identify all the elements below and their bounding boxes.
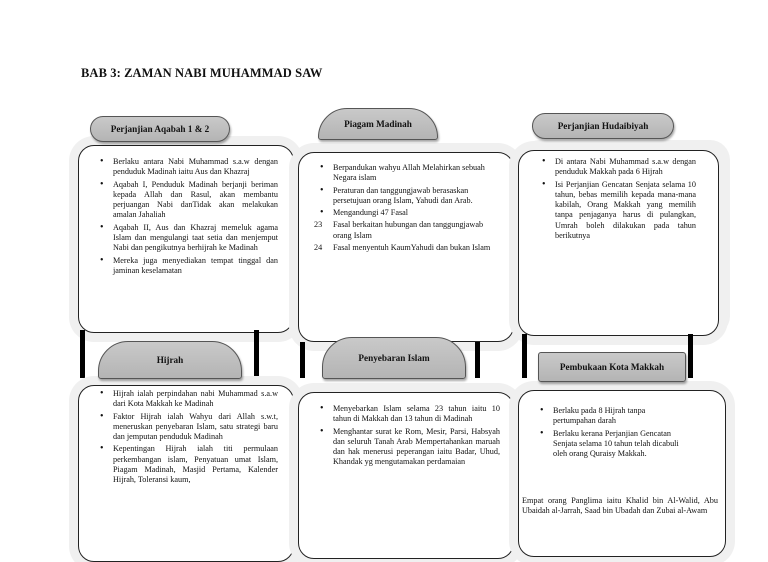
piagam-list	[314, 163, 500, 255]
pembukaan-list	[534, 406, 684, 461]
list-item: • Berlaku kerana Perjanjian Gencatan Senjata selama 10 tahun telah dicabuli oleh orang Quraisy Makkah.	[534, 429, 684, 460]
list-item: • Menghantar surat ke Rom, Mesir, Parsi, Habsyah dan seluruh Tanah Arab Mempertahankan maruah dan hak menerusi peperangan iaitu Badar, Uhud, Khandak yg mengutamakan perdamaian	[314, 427, 500, 468]
connector-bar	[522, 334, 527, 378]
connector-bar	[80, 330, 85, 378]
list-item: • Di antara Nabi Muhammad s.a.w dengan penduduk Makkah pada 6 Hijrah	[536, 157, 696, 178]
page-title: BAB 3: ZAMAN NABI MUHAMMAD SAW	[81, 66, 323, 80]
connector-bar	[475, 342, 480, 378]
hudaibiyah-title: Perjanjian Hudaibiyah	[532, 113, 674, 139]
hijrah-title: Hijrah	[98, 341, 242, 379]
list-item: • Aqabah I, Penduduk Madinah berjanji beriman kepada Allah dan Rasul, akan membantu perjuangan Nabi danTidak akan melakukan amalan Jahaliah	[94, 180, 278, 221]
list-item: • Berpandukan wahyu Allah Melahirkan sebuah Negara islam	[314, 163, 500, 184]
hijrah-list	[94, 389, 278, 488]
list-item: • Mengandungi 47 Fasal	[314, 208, 500, 218]
penyebaran-list	[314, 404, 500, 470]
list-item: 23 Fasal berkaitan hubungan dan tanggungjawab orang Islam	[314, 220, 500, 241]
aqabah-list	[94, 157, 278, 278]
list-item: • Peraturan dan tanggungjawab berasaskan persetujuan orang Islam, Yahudi dan Arab.	[314, 186, 500, 207]
penyebaran-title: Penyebaran Islam	[322, 337, 466, 379]
piagam-title: Piagam Madinah	[318, 108, 438, 140]
connector-bar	[300, 342, 305, 378]
list-item: • Hijrah ialah perpindahan nabi Muhammad s.a.w dari Kota Makkah ke Madinah	[94, 389, 278, 410]
list-item: • Berlaku pada 8 Hijrah tanpa pertumpahan darah	[534, 406, 684, 427]
list-item: 24 Fasal menyentuh KaumYahudi dan bukan Islam	[314, 243, 500, 253]
list-item: • Mereka juga menyediakan tempat tinggal dan jaminan keselamatan	[94, 256, 278, 277]
list-item: • Menyebarkan Islam selama 23 tahun iaitu 10 tahun di Makkah dan 13 tahun di Madinah	[314, 404, 500, 425]
list-item: • Faktor Hijrah ialah Wahyu dari Allah s.w.t, meneruskan penyebaran Islam, satu strategi baru dan jemputan penduduk Madinah	[94, 412, 278, 443]
list-item: • Aqabah II, Aus dan Khazraj memeluk agama Islam dan mengulangi taat setia dan menjemput Nabi dan pengikutnya berhijrah ke Madinah	[94, 223, 278, 254]
list-item: • Berlaku antara Nabi Muhammad s.a.w dengan penduduk Madinah iaitu Aus dan Khazraj	[94, 157, 278, 178]
aqabah-title: Perjanjian Aqabah 1 & 2	[90, 116, 230, 142]
connector-bar	[254, 330, 259, 378]
connector-bar	[688, 334, 693, 378]
hudaibiyah-list	[536, 157, 696, 243]
list-item: • Isi Perjanjian Gencatan Senjata selama 10 tahun, bebas memilih kepada mana-mana kabilah, Orang Makkah yang memilih tanpa penjaganya harus di pulangkan, Umrah boleh dilakukan pada tahun berikutnya	[536, 180, 696, 242]
list-item: • Kepentingan Hijrah ialah titi permulaan perkembangan islam, Penyatuan umat Islam, Piagam Madinah, Masjid Pertama, Kalender Hijrah, Toleransi kaum,	[94, 444, 278, 485]
pembukaan-title: Pembukaan Kota Makkah	[538, 352, 686, 382]
pembukaan-note: Empat orang Panglima iaitu Khalid bin Al-Walid, Abu Ubaidah al-Jarrah, Saad bin Ubadah dan Zubai al-Awam	[522, 496, 718, 516]
